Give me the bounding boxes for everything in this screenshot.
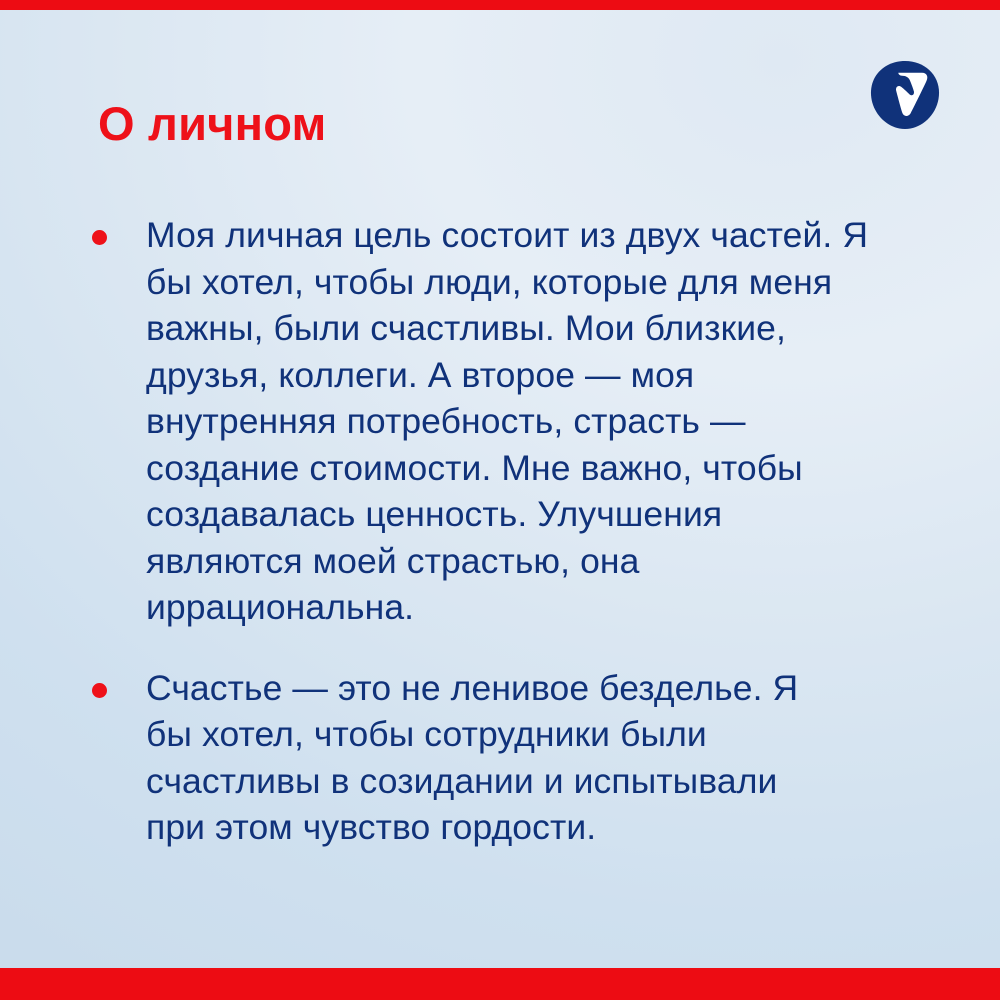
list-item [92,665,902,851]
top-accent-bar [0,0,1000,10]
tinkoff-shield-logo-icon [868,58,942,132]
list-item [92,212,902,631]
list-item-text: Моя личная цель состоит из двух частей. Я бы хотел, чтобы люди, которые для меня важны, были счастливы. Мои близкие, друзья, коллеги. А второе — моя внутренняя потребность, страсть — создание стоимости. Мне важно, чтобы создавалась ценность. Улучшения являются моей страстью, она иррациональна. [146,215,869,627]
page-title: О личном [98,97,327,150]
bottom-accent-bar [0,968,1000,1000]
bullet-dot-icon [92,683,107,698]
bullet-dot-icon [92,230,107,245]
list-item-text: Счастье — это не ленивое безделье. Я бы хотел, чтобы сотрудники были счастливы в созидании и испытывали при этом чувство гордости. [146,667,799,847]
bullet-list [92,212,902,851]
